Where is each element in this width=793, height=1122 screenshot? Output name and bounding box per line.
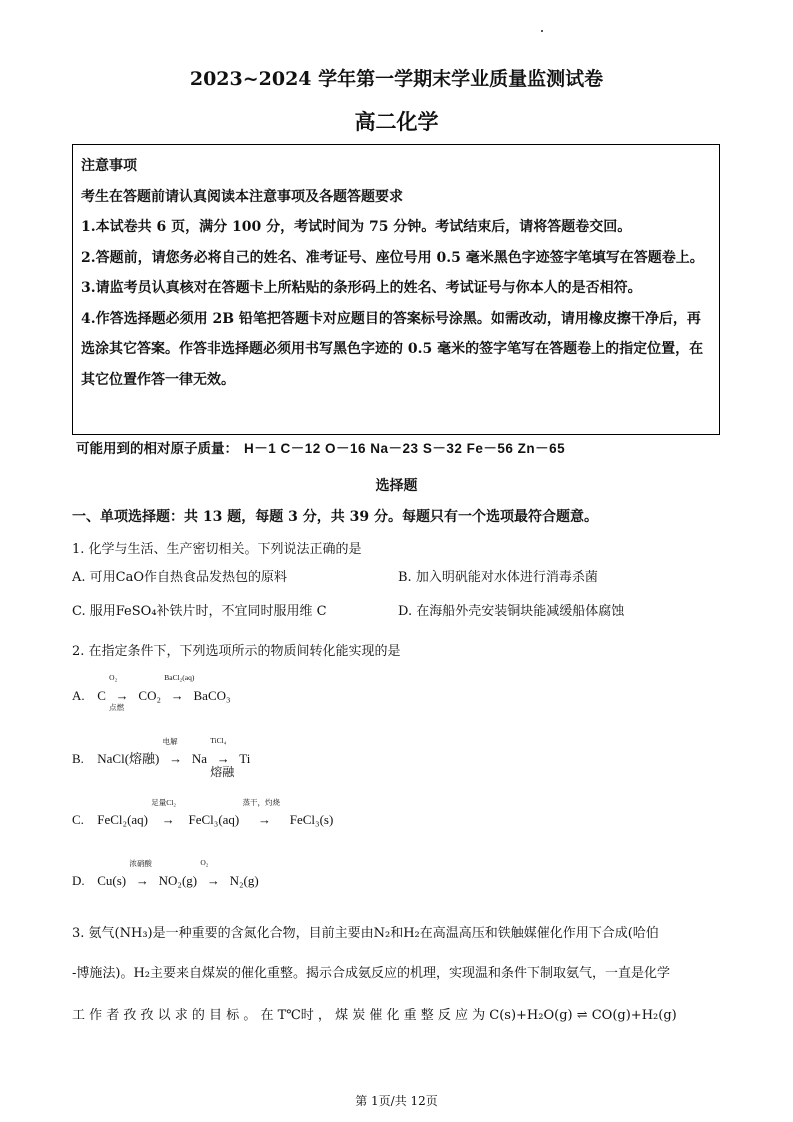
atomic-mass-values: H－1 C－12 O－16 Na－23 S－32 Fe－56 Zn－65 bbox=[244, 441, 566, 456]
q2-option-a bbox=[72, 673, 231, 712]
q2-a-species-2: CO₂ bbox=[138, 688, 162, 703]
exam-subject: 高二化学 bbox=[354, 109, 439, 134]
page-footer: 第 1页/共 12页 bbox=[355, 1094, 438, 1108]
q2-stem: 2. 在指定条件下，下列选项所示的物质间转化能实现的是 bbox=[72, 644, 401, 659]
q2-d-cond-2: O₂ bbox=[200, 858, 209, 867]
section-heading: 选择题 bbox=[375, 478, 418, 494]
q2-b-label: B. bbox=[72, 751, 84, 766]
q2-a-species-3: BaCO₃ bbox=[193, 688, 231, 703]
notice-heading: 注意事项 bbox=[81, 158, 137, 174]
q2-c-arrow-1: → 足量Cl₂ bbox=[151, 812, 185, 828]
q2-c-label: C. bbox=[72, 812, 84, 827]
q2-a-cond-2: BaCl₂(aq) bbox=[164, 673, 195, 682]
q1-option-a: A. 可用CaO作自热食品发热包的原料 bbox=[72, 570, 288, 585]
q2-c-species-2: FeCl₃(aq) bbox=[188, 812, 240, 827]
q2-b-species-2: Na bbox=[191, 751, 208, 766]
notice-item-2: 2.答题前，请您务必将自己的姓名、准考证号、座位号用 0.5 毫米黑色字迹签字笔填写在答题卷上。 bbox=[81, 249, 704, 266]
q2-b-cond-1: 电解 bbox=[162, 737, 178, 746]
q2-d-cond-1: 浓硝酸 bbox=[129, 859, 152, 868]
scan-speck bbox=[541, 30, 543, 32]
q2-a-cond-1-below: 点燃 bbox=[109, 703, 125, 712]
q2-d-arrow-1: → 浓硝酸 bbox=[129, 873, 155, 889]
q2-d-species-3: N₂(g) bbox=[229, 873, 259, 888]
q2-c-species-1: FeCl₂(aq) bbox=[97, 812, 148, 827]
q2-b-species-3: Ti bbox=[239, 751, 251, 766]
q2-b-species-1: NaCl(熔融) bbox=[97, 751, 160, 766]
q1-option-b: B. 加入明矾能对水体进行消毒杀菌 bbox=[398, 570, 598, 585]
q2-a-cond-1: O₂ bbox=[109, 673, 118, 682]
notice-item-4: 4.作答选择题必须用 2B 铅笔把答题卡对应题目的答案标号涂黑。如需改动，请用橡皮擦干净后，再选涂其它答案。作答非选择题必须用书写黑色字迹的 0.5 毫米的签字笔写在答题卷上的指定位置，在其它位置作答一律无效。 bbox=[81, 310, 704, 388]
q2-a-label: A. bbox=[72, 688, 85, 703]
notice-item-3: 3.请监考员认真核对在答题卡上所粘贴的条形码上的姓名、考试证号与你本人的是否相符。 bbox=[81, 280, 642, 296]
notice-box bbox=[72, 144, 720, 435]
part-heading: 一、单项选择题：共 13 题，每题 3 分，共 39 分。每题只有一个选项最符合题意。 bbox=[72, 509, 598, 525]
q2-c-cond-1: 足量Cl₂ bbox=[151, 798, 176, 807]
q1-option-d: D. 在海船外壳安装铜块能减缓船体腐蚀 bbox=[398, 604, 625, 619]
q2-a-species-1: C bbox=[97, 688, 106, 703]
q2-d-species-2: NO₂(g) bbox=[158, 873, 198, 888]
atomic-mass-line bbox=[76, 437, 565, 457]
q1-option-c: C. 服用FeSO₄补铁片时，不宜同时服用维 C bbox=[72, 604, 327, 619]
q2-d-arrow-2: → O₂ bbox=[200, 873, 226, 889]
q1-stem: 1. 化学与生活、生产密切相关。下列说法正确的是 bbox=[72, 542, 362, 557]
q2-a-arrow-2: → BaCl₂(aq) bbox=[164, 688, 190, 704]
q2-option-d bbox=[72, 858, 259, 889]
q2-c-arrow-2: → 蒸干，灼烧 bbox=[243, 812, 287, 828]
q3-line-2: -博施法)。H₂主要来自煤炭的催化重整。揭示合成氨反应的机理，实现温和条件下制取氨气，一直是化学 bbox=[72, 966, 671, 981]
q3-line-3: 工 作 者 孜 孜 以 求 的 目 标 。 在 T℃时 ， 煤 炭 催 化 重 整 反 应 为 C(s)+H₂O(g) ⇌ CO(g)+H₂(g) bbox=[72, 1008, 677, 1023]
q2-option-b bbox=[72, 736, 251, 779]
q3-line-1: 3. 氨气(NH₃)是一种重要的含氮化合物，目前主要由N₂和H₂在高温高压和铁触媒催化作用下合成(哈伯 bbox=[72, 926, 659, 941]
q2-c-species-3: FeCl₃(s) bbox=[289, 812, 334, 827]
q2-d-species-1: Cu(s) bbox=[97, 873, 127, 888]
exam-title: 2023~2024 学年第一学期末学业质量监测试卷 bbox=[189, 68, 604, 90]
q2-b-cond-2-below: 熔融 bbox=[210, 765, 235, 779]
q2-d-label: D. bbox=[72, 873, 85, 888]
q2-c-cond-2: 蒸干，灼烧 bbox=[242, 798, 280, 807]
notice-item-1: 1.本试卷共 6 页，满分 100 分，考试时间为 75 分钟。考试结束后，请将答题卷交回。 bbox=[81, 219, 632, 235]
q2-b-arrow-2: → TiCl₄ 熔融 bbox=[210, 751, 236, 767]
atomic-mass-label: 可能用到的相对原子质量： bbox=[76, 441, 238, 457]
q2-b-arrow-1: → 电解 bbox=[163, 751, 189, 767]
q2-b-cond-2: TiCl₄ bbox=[210, 736, 227, 745]
notice-intro: 考生在答题前请认真阅读本注意事项及各题答题要求 bbox=[81, 188, 403, 205]
q2-a-arrow-1: → O₂ 点燃 bbox=[109, 688, 135, 704]
q2-option-c bbox=[72, 798, 334, 828]
